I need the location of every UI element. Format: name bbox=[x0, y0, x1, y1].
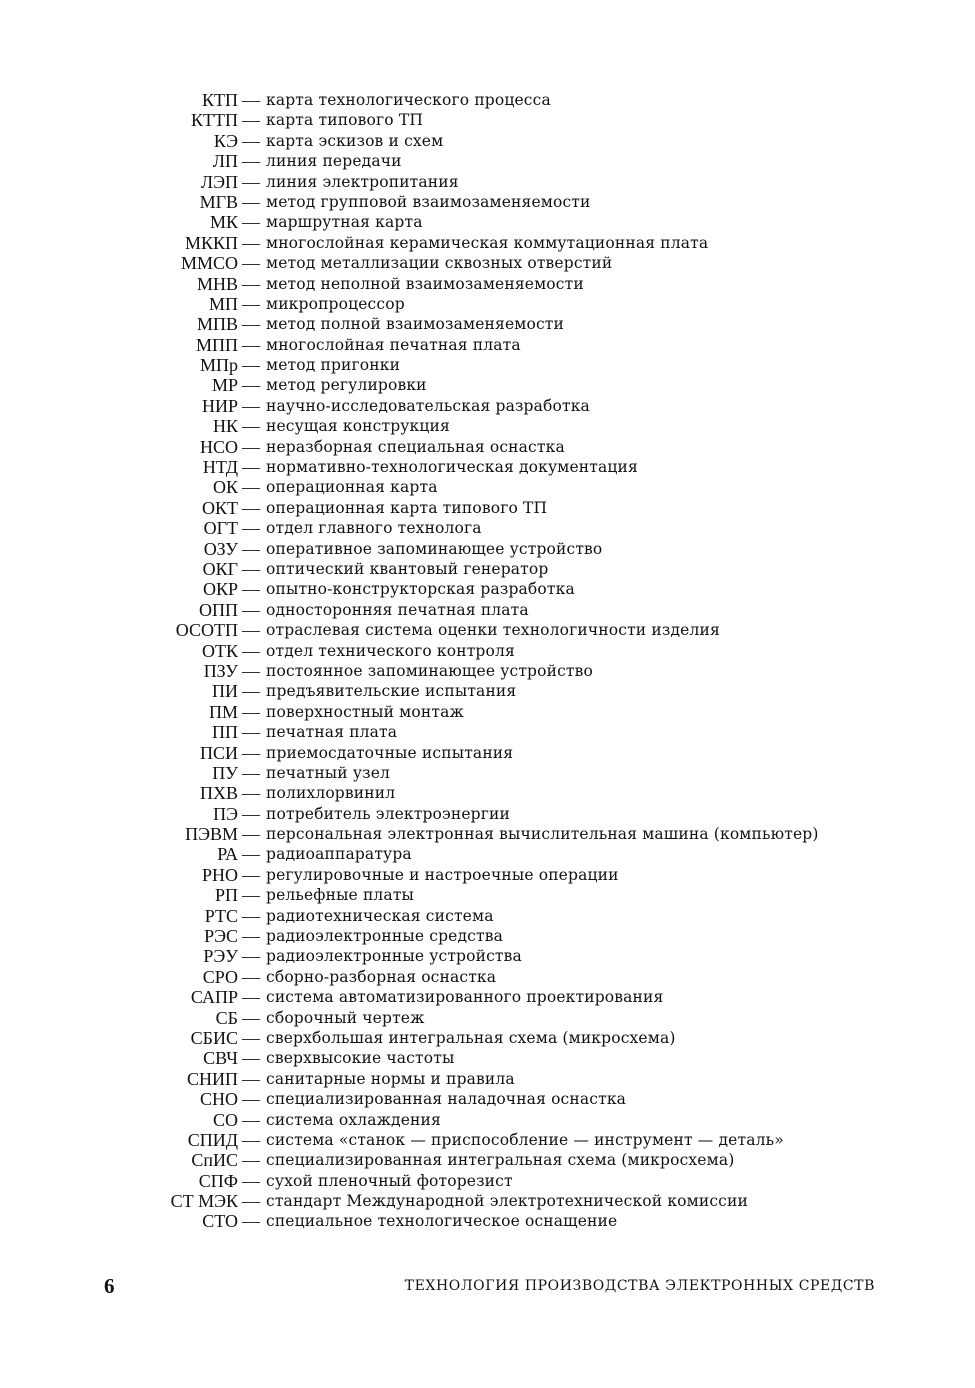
em-dash-separator: — bbox=[242, 334, 260, 355]
abbreviation-row bbox=[0, 1110, 975, 1130]
em-dash-separator: — bbox=[242, 803, 260, 824]
em-dash-separator: — bbox=[242, 722, 260, 743]
abbreviation-row bbox=[0, 437, 975, 457]
abbreviation-definition: сборно-разборная оснастка bbox=[266, 967, 497, 986]
abbreviation-definition: сборочный чертеж bbox=[266, 1008, 425, 1027]
abbreviation-row bbox=[0, 661, 975, 681]
abbreviation-row bbox=[0, 641, 975, 661]
abbreviation-term: МПВ bbox=[196, 314, 238, 335]
em-dash-separator: — bbox=[242, 1068, 260, 1089]
abbreviation-term: НИР bbox=[201, 395, 238, 416]
abbreviation-row bbox=[0, 926, 975, 946]
abbreviation-term: ПИ bbox=[212, 681, 238, 702]
abbreviation-row bbox=[0, 783, 975, 803]
abbreviation-row bbox=[0, 274, 975, 294]
abbreviation-definition: радиоэлектронные средства bbox=[266, 927, 503, 946]
abbreviation-term: СРО bbox=[202, 966, 238, 987]
abbreviation-term: СО bbox=[212, 1109, 238, 1130]
abbreviation-term: МП bbox=[208, 293, 238, 314]
em-dash-separator: — bbox=[242, 457, 260, 478]
abbreviation-term: РЭС bbox=[204, 926, 238, 947]
em-dash-separator: — bbox=[242, 1027, 260, 1048]
abbreviation-term: РНО bbox=[201, 864, 238, 885]
abbreviation-term: СНО bbox=[199, 1089, 238, 1110]
em-dash-separator: — bbox=[242, 90, 260, 110]
abbreviation-term: ОГТ bbox=[203, 518, 238, 539]
em-dash-separator: — bbox=[242, 293, 260, 314]
em-dash-separator: — bbox=[242, 212, 260, 233]
abbreviation-definition: сверхвысокие частоты bbox=[266, 1049, 455, 1068]
abbreviation-definition: санитарные нормы и правила bbox=[266, 1069, 515, 1088]
abbreviation-row bbox=[0, 1048, 975, 1068]
abbreviation-row bbox=[0, 579, 975, 599]
abbreviation-definition: несущая конструкция bbox=[266, 417, 450, 436]
abbreviation-row bbox=[0, 1089, 975, 1109]
em-dash-separator: — bbox=[242, 395, 260, 416]
abbreviation-row bbox=[0, 294, 975, 314]
abbreviation-row bbox=[0, 906, 975, 926]
abbreviation-term: МГВ bbox=[199, 191, 238, 212]
em-dash-separator: — bbox=[242, 864, 260, 885]
abbreviation-definition: метод групповой взаимозаменяемости bbox=[266, 192, 591, 211]
abbreviation-term: ОЗУ bbox=[203, 538, 238, 559]
abbreviation-row bbox=[0, 987, 975, 1007]
abbreviation-row bbox=[0, 335, 975, 355]
abbreviation-row bbox=[0, 620, 975, 640]
abbreviation-definition: радиотехническая система bbox=[266, 906, 494, 925]
abbreviation-row bbox=[0, 702, 975, 722]
abbreviation-term: СНИП bbox=[186, 1068, 238, 1089]
abbreviation-definition: приемосдаточные испытания bbox=[266, 743, 514, 762]
abbreviation-definition: метод неполной взаимозаменяемости bbox=[266, 274, 584, 293]
abbreviation-row bbox=[0, 844, 975, 864]
abbreviation-definition: потребитель электроэнергии bbox=[266, 804, 510, 823]
abbreviation-definition: опытно-конструкторская разработка bbox=[266, 580, 575, 599]
abbreviation-definition: оптический квантовый генератор bbox=[266, 559, 549, 578]
em-dash-separator: — bbox=[242, 1129, 260, 1150]
abbreviation-term: САПР bbox=[190, 987, 238, 1008]
abbreviation-term: МПП bbox=[195, 334, 238, 355]
abbreviation-definition: операционная карта bbox=[266, 478, 438, 497]
abbreviation-term: СпИС bbox=[191, 1150, 238, 1171]
abbreviation-definition: персональная электронная вычислительная машина (компьютер) bbox=[266, 825, 819, 844]
abbreviation-term: НСО bbox=[199, 436, 238, 457]
abbreviation-row bbox=[0, 1008, 975, 1028]
abbreviation-term: ПМ bbox=[208, 701, 238, 722]
abbreviation-term: СПИД bbox=[187, 1129, 238, 1150]
em-dash-separator: — bbox=[242, 926, 260, 947]
em-dash-separator: — bbox=[242, 497, 260, 518]
abbreviation-term: РА bbox=[217, 844, 238, 865]
abbreviation-definition: многослойная печатная плата bbox=[266, 335, 521, 354]
abbreviation-definition: специальное технологическое оснащение bbox=[266, 1212, 618, 1231]
abbreviation-term: ОК bbox=[212, 477, 238, 498]
abbreviation-term: КТТП bbox=[191, 110, 238, 131]
abbreviation-row bbox=[0, 763, 975, 783]
abbreviation-row bbox=[0, 151, 975, 171]
abbreviation-row bbox=[0, 539, 975, 559]
abbreviation-row bbox=[0, 212, 975, 232]
abbreviation-definition: карта типового ТП bbox=[266, 111, 424, 130]
em-dash-separator: — bbox=[242, 171, 260, 192]
abbreviation-term: КЭ bbox=[213, 130, 238, 151]
abbreviation-row bbox=[0, 1171, 975, 1191]
abbreviation-term: СПФ bbox=[198, 1170, 238, 1191]
em-dash-separator: — bbox=[242, 1191, 260, 1212]
abbreviation-definition: метод металлизации сквозных отверстий bbox=[266, 254, 613, 273]
em-dash-separator: — bbox=[242, 1007, 260, 1028]
abbreviation-row bbox=[0, 1150, 975, 1170]
em-dash-separator: — bbox=[242, 130, 260, 151]
abbreviation-row bbox=[0, 743, 975, 763]
abbreviation-definition: метод регулировки bbox=[266, 376, 427, 395]
em-dash-separator: — bbox=[242, 355, 260, 376]
abbreviation-term: ОКТ bbox=[202, 497, 238, 518]
abbreviation-definition: специализированная интегральная схема (микросхема) bbox=[266, 1151, 735, 1170]
abbreviation-row bbox=[0, 355, 975, 375]
abbreviation-definition: научно-исследовательская разработка bbox=[266, 396, 590, 415]
em-dash-separator: — bbox=[242, 232, 260, 253]
abbreviation-definition: оперативное запоминающее устройство bbox=[266, 539, 603, 558]
abbreviation-term: МК bbox=[209, 212, 238, 233]
abbreviation-row bbox=[0, 416, 975, 436]
em-dash-separator: — bbox=[242, 314, 260, 335]
abbreviation-term: ОСОТП bbox=[175, 620, 238, 641]
em-dash-separator: — bbox=[242, 436, 260, 457]
abbreviation-definition: карта эскизов и схем bbox=[266, 131, 444, 150]
abbreviation-term: ПУ bbox=[212, 762, 238, 783]
em-dash-separator: — bbox=[242, 987, 260, 1008]
abbreviation-definition: система «станок — приспособление — инструмент — деталь» bbox=[266, 1130, 784, 1149]
abbreviation-definition: радиоаппаратура bbox=[266, 845, 412, 864]
abbreviation-definition: специализированная наладочная оснастка bbox=[266, 1090, 627, 1109]
abbreviation-term: ОКГ bbox=[202, 558, 238, 579]
em-dash-separator: — bbox=[242, 538, 260, 559]
abbreviation-definition: рельефные платы bbox=[266, 886, 415, 905]
abbreviation-term: НТД bbox=[202, 457, 238, 478]
abbreviation-row bbox=[0, 518, 975, 538]
abbreviation-row bbox=[0, 559, 975, 579]
em-dash-separator: — bbox=[242, 1089, 260, 1110]
em-dash-separator: — bbox=[242, 885, 260, 906]
em-dash-separator: — bbox=[242, 1109, 260, 1130]
abbreviation-term: РП bbox=[214, 885, 238, 906]
abbreviation-row bbox=[0, 865, 975, 885]
em-dash-separator: — bbox=[242, 375, 260, 396]
abbreviation-row bbox=[0, 477, 975, 497]
em-dash-separator: — bbox=[242, 681, 260, 702]
abbreviation-definition: предъявительские испытания bbox=[266, 682, 517, 701]
abbreviation-definition: система автоматизированного проектирования bbox=[266, 988, 664, 1007]
abbreviation-term: ЛЭП bbox=[200, 171, 238, 192]
abbreviation-definition: линия передачи bbox=[266, 152, 402, 171]
abbreviation-term: СТ МЭК bbox=[170, 1191, 238, 1212]
em-dash-separator: — bbox=[242, 273, 260, 294]
abbreviation-term: МККП bbox=[184, 232, 238, 253]
abbreviation-row bbox=[0, 681, 975, 701]
abbreviation-definition: нормативно-технологическая документация bbox=[266, 458, 638, 477]
em-dash-separator: — bbox=[242, 1150, 260, 1171]
em-dash-separator: — bbox=[242, 966, 260, 987]
abbreviation-definition: неразборная специальная оснастка bbox=[266, 437, 565, 456]
abbreviation-definition: полихлорвинил bbox=[266, 784, 396, 803]
abbreviation-term: ОПП bbox=[199, 599, 238, 620]
abbreviation-term: ОКР bbox=[202, 579, 238, 600]
em-dash-separator: — bbox=[242, 151, 260, 172]
abbreviation-term: МР bbox=[211, 375, 238, 396]
abbreviation-definition: постоянное запоминающее устройство bbox=[266, 661, 593, 680]
running-title: ТЕХНОЛОГИЯ ПРОИЗВОДСТВА ЭЛЕКТРОННЫХ СРЕДСТВ bbox=[404, 1278, 875, 1294]
abbreviation-definition: сухой пленочный фоторезист bbox=[266, 1171, 513, 1190]
abbreviation-term: ПСИ bbox=[199, 742, 238, 763]
abbreviation-term: РЭУ bbox=[203, 946, 238, 967]
abbreviation-list bbox=[0, 90, 975, 1232]
em-dash-separator: — bbox=[242, 558, 260, 579]
abbreviation-row bbox=[0, 722, 975, 742]
abbreviation-definition: сверхбольшая интегральная схема (микросхема) bbox=[266, 1028, 676, 1047]
abbreviation-term: ЛП bbox=[212, 151, 238, 172]
abbreviation-row bbox=[0, 1191, 975, 1211]
em-dash-separator: — bbox=[242, 905, 260, 926]
em-dash-separator: — bbox=[242, 1048, 260, 1069]
abbreviation-definition: отдел главного технолога bbox=[266, 519, 482, 538]
abbreviation-definition: поверхностный монтаж bbox=[266, 702, 464, 721]
em-dash-separator: — bbox=[242, 518, 260, 539]
abbreviation-term: НК bbox=[212, 416, 238, 437]
abbreviation-row bbox=[0, 396, 975, 416]
abbreviation-row bbox=[0, 192, 975, 212]
abbreviation-row bbox=[0, 172, 975, 192]
abbreviation-row bbox=[0, 1028, 975, 1048]
abbreviation-definition: односторонняя печатная плата bbox=[266, 600, 529, 619]
abbreviation-definition: карта технологического процесса bbox=[266, 91, 551, 109]
abbreviation-term: СБИС bbox=[190, 1027, 238, 1048]
abbreviation-term: ПЗУ bbox=[203, 660, 238, 681]
abbreviation-row bbox=[0, 804, 975, 824]
em-dash-separator: — bbox=[242, 701, 260, 722]
abbreviation-definition: система охлаждения bbox=[266, 1110, 441, 1129]
abbreviation-term: МНВ bbox=[196, 273, 238, 294]
abbreviation-definition: метод полной взаимозаменяемости bbox=[266, 315, 565, 334]
abbreviation-row bbox=[0, 1069, 975, 1089]
abbreviation-definition: печатный узел bbox=[266, 763, 391, 782]
abbreviation-row bbox=[0, 314, 975, 334]
abbreviation-term: СВЧ bbox=[203, 1048, 238, 1069]
abbreviation-row bbox=[0, 233, 975, 253]
abbreviation-row bbox=[0, 131, 975, 151]
abbreviation-definition: отраслевая система оценки технологичности изделия bbox=[266, 621, 720, 640]
abbreviation-row bbox=[0, 600, 975, 620]
abbreviation-row bbox=[0, 967, 975, 987]
em-dash-separator: — bbox=[242, 742, 260, 763]
abbreviation-row bbox=[0, 824, 975, 844]
em-dash-separator: — bbox=[242, 783, 260, 804]
abbreviation-row bbox=[0, 498, 975, 518]
em-dash-separator: — bbox=[242, 599, 260, 620]
em-dash-separator: — bbox=[242, 110, 260, 131]
abbreviation-term: ММСО bbox=[180, 253, 238, 274]
abbreviation-term: ПЭВМ bbox=[185, 824, 238, 845]
abbreviation-definition: радиоэлектронные устройства bbox=[266, 947, 522, 966]
abbreviation-definition: печатная плата bbox=[266, 723, 398, 742]
abbreviation-definition: линия электропитания bbox=[266, 172, 459, 191]
abbreviation-row bbox=[0, 1211, 975, 1231]
abbreviation-row bbox=[0, 946, 975, 966]
abbreviation-term: КТП bbox=[202, 90, 238, 110]
abbreviation-definition: микропроцессор bbox=[266, 294, 405, 313]
abbreviation-term: РТС bbox=[204, 905, 238, 926]
em-dash-separator: — bbox=[242, 824, 260, 845]
em-dash-separator: — bbox=[242, 1170, 260, 1191]
em-dash-separator: — bbox=[242, 477, 260, 498]
abbreviation-term: ПП bbox=[212, 722, 238, 743]
abbreviation-definition: стандарт Международной электротехнической комиссии bbox=[266, 1192, 748, 1211]
page-number: 6 bbox=[104, 1274, 115, 1298]
abbreviation-definition: многослойная керамическая коммутационная плата bbox=[266, 233, 709, 252]
abbreviation-row bbox=[0, 90, 975, 110]
abbreviation-term: СТО bbox=[202, 1211, 238, 1232]
em-dash-separator: — bbox=[242, 762, 260, 783]
abbreviation-row bbox=[0, 110, 975, 130]
abbreviation-term: ПХВ bbox=[199, 783, 238, 804]
em-dash-separator: — bbox=[242, 660, 260, 681]
em-dash-separator: — bbox=[242, 579, 260, 600]
em-dash-separator: — bbox=[242, 844, 260, 865]
em-dash-separator: — bbox=[242, 191, 260, 212]
em-dash-separator: — bbox=[242, 253, 260, 274]
em-dash-separator: — bbox=[242, 946, 260, 967]
abbreviation-definition: метод пригонки bbox=[266, 356, 401, 375]
abbreviation-row bbox=[0, 253, 975, 273]
abbreviation-term: ОТК bbox=[202, 640, 238, 661]
em-dash-separator: — bbox=[242, 416, 260, 437]
em-dash-separator: — bbox=[242, 640, 260, 661]
abbreviation-term: МПр bbox=[199, 355, 238, 376]
abbreviation-row bbox=[0, 885, 975, 905]
abbreviation-row bbox=[0, 457, 975, 477]
abbreviation-row bbox=[0, 375, 975, 395]
abbreviation-row bbox=[0, 1130, 975, 1150]
abbreviation-definition: операционная карта типового ТП bbox=[266, 498, 548, 517]
abbreviation-definition: маршрутная карта bbox=[266, 213, 423, 232]
abbreviation-definition: отдел технического контроля bbox=[266, 641, 515, 660]
abbreviation-definition: регулировочные и настроечные операции bbox=[266, 865, 619, 884]
abbreviation-term: ПЭ bbox=[213, 803, 238, 824]
em-dash-separator: — bbox=[242, 620, 260, 641]
abbreviation-term: СБ bbox=[215, 1007, 238, 1028]
em-dash-separator: — bbox=[242, 1211, 260, 1232]
